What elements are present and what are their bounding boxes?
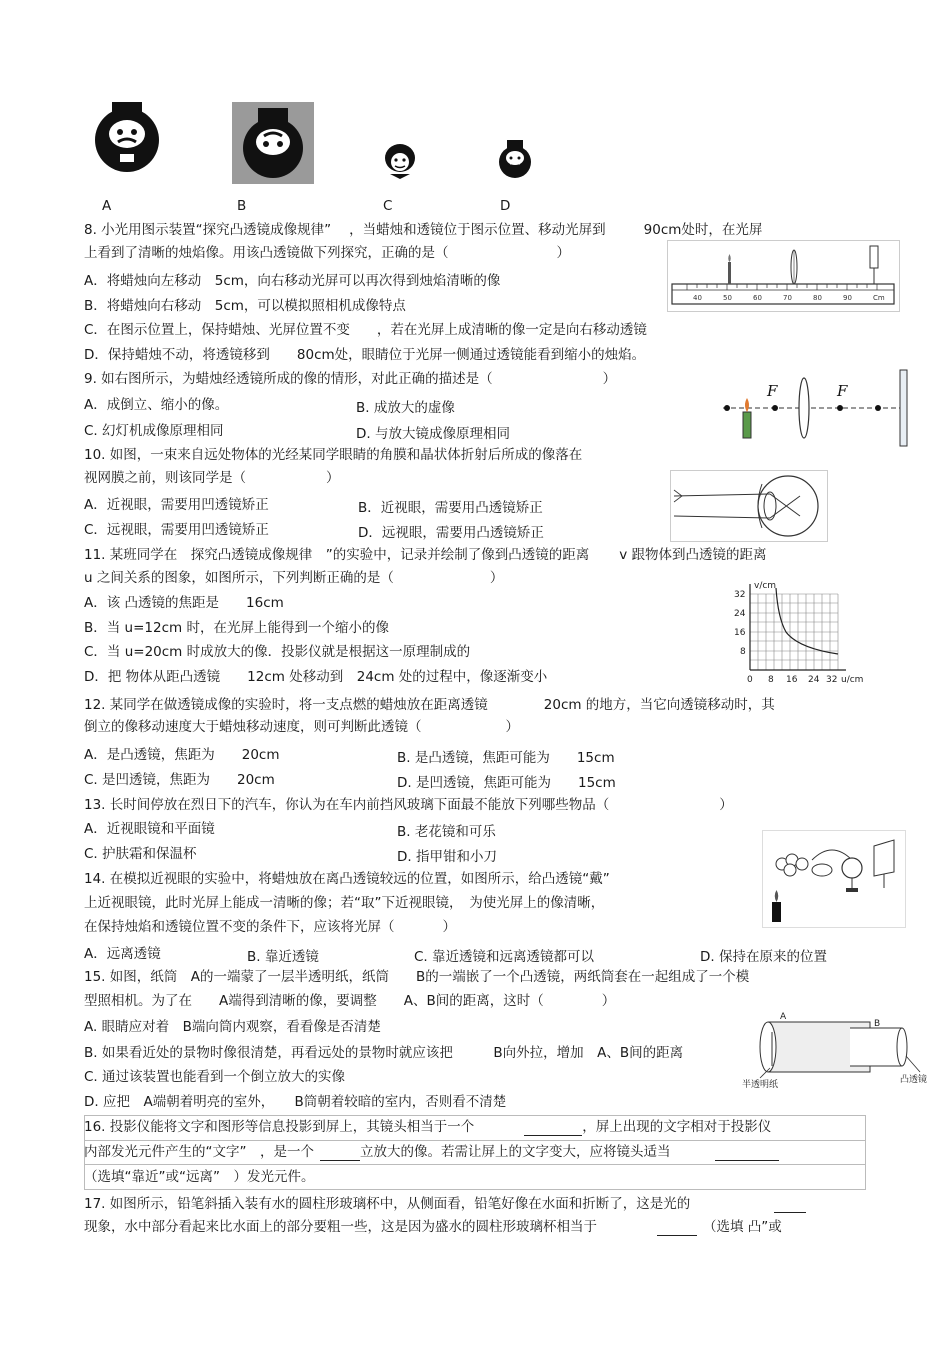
q9-option-d: D. 与放大镜成像原理相同	[356, 426, 510, 442]
q15-option-b: B. 如果看近处的景物时像很清楚，再看远处的景物时就应该把 B向外拉，增加 A、B间的距离	[84, 1045, 684, 1061]
q11-stem-line1: 11. 某班同学在 探究凸透镜成像规律 ”的实验中，记录并绘制了像到凸透镜的距离 v 跟物体到凸透镜的距离	[84, 547, 767, 563]
q15-stem-line1: 15. 如图，纸筒 A的一端蒙了一层半透明纸，纸筒 B的一端嵌了一个凸透镜，两纸筒套在一起组成了一个模	[84, 969, 750, 985]
ruler-tick-90: 90	[843, 294, 852, 302]
ruler-tick-unit: Cm	[873, 294, 885, 302]
q9-lens-figure	[715, 368, 910, 448]
q11-option-c: C．当 u=20cm 时成放大的像．投影仪就是根据这一原理制成的	[84, 644, 471, 660]
q15-paper-tube-camera-figure	[740, 1010, 935, 1090]
q16-line3: （选填“靠近”或“远离” ）发光元件。	[84, 1169, 315, 1185]
q15-label-lens: 凸透镜	[900, 1075, 928, 1085]
q13-option-d: D. 指甲钳和小刀	[397, 849, 497, 865]
q11-y-label: v/cm	[754, 581, 777, 591]
option-c-image	[382, 140, 418, 180]
ruler-tick-70: 70	[783, 294, 792, 302]
ruler-tick-80: 80	[813, 294, 822, 302]
q10-option-c: C．远视眼，需要用凹透镜矫正	[84, 522, 269, 538]
q11-x-tick: 16	[786, 675, 798, 685]
q14-stem-line2: 上近视眼镜，此时光屏上能成一清晰的像；若“取”下近视眼镜， 为使光屏上的像清晰，	[84, 895, 605, 911]
q8-option-d: D．保持蜡烛不动，将透镜移到 80cm处，眼睛位于光屏一侧通过透镜能看到缩小的烛焰。	[84, 347, 646, 363]
q12-option-c: C. 是凹透镜，焦距为 20cm	[84, 772, 275, 788]
q10-option-d: D．远视眼，需要用凸透镜矫正	[358, 525, 544, 541]
q17-stem-line2: 现象，水中部分看起来比水面上的部分要粗一些，这是因为盛水的圆柱形玻璃杯相当于 （选填 凸”或	[84, 1219, 782, 1235]
q14-option-b: B. 靠近透镜	[247, 949, 319, 965]
q12-stem-line2: 倒立的像移动速度大于蜡烛移动速度，则可判断此透镜（ ）	[84, 719, 519, 735]
q12-option-b: B. 是凸透镜，焦距可能为 15cm	[397, 750, 615, 766]
q14-option-a: A．远离透镜	[84, 946, 161, 962]
q11-x-label: u/cm	[841, 675, 864, 685]
q11-x-tick: 8	[768, 675, 774, 685]
option-b-label: B	[237, 198, 247, 214]
q11-y-tick: 8	[740, 647, 746, 657]
q11-option-a: A．该 凸透镜的焦距是 16cm	[84, 595, 284, 611]
q16-blank-lens[interactable]	[524, 1119, 582, 1136]
q16-line1: 16. 投影仪能将文字和图形等信息投影到屏上，其镜头相当于一个 ，屏上出现的文字相对于投影仪	[84, 1119, 772, 1135]
q13-option-b: B. 老花镜和可乐	[397, 824, 496, 840]
q8-optical-bench-figure	[667, 240, 900, 312]
option-d-label: D	[500, 198, 511, 214]
q9-option-b: B. 成放大的虚像	[356, 400, 455, 416]
q13-option-c: C. 护肤霜和保温杯	[84, 846, 197, 862]
q9-focus-right: F	[837, 382, 848, 400]
q11-stem-line2: u 之间关系的图象，如图所示，下列判断正确的是（ ）	[84, 570, 504, 586]
q10-option-b: B．近视眼，需要用凸透镜矫正	[358, 500, 543, 516]
q10-stem-line1: 10. 如图，一束来自远处物体的光经某同学眼睛的角膜和晶状体折射后所成的像落在	[84, 447, 583, 463]
q15-option-c: C. 通过该装置也能看到一个倒立放大的实像	[84, 1069, 346, 1085]
option-a-label: A	[102, 198, 112, 214]
q9-stem: 9. 如右图所示，为蜡烛经透镜所成的像的情形，对此正确的描述是（ ）	[84, 371, 617, 387]
q11-x-tick: 24	[808, 675, 820, 685]
q17-blank-phenomenon[interactable]	[774, 1196, 806, 1213]
q11-y-tick: 16	[734, 628, 746, 638]
q9-option-a: A．成倒立、缩小的像。	[84, 397, 229, 413]
q14-option-d: D. 保持在原来的位置	[700, 949, 827, 965]
q11-y-tick: 32	[734, 590, 746, 600]
q12-option-a: A．是凸透镜，焦距为 20cm	[84, 747, 280, 763]
q10-option-a: A．近视眼，需要用凹透镜矫正	[84, 497, 269, 513]
q8-option-a: A．将蜡烛向左移动 5cm，向右移动光屏可以再次得到烛焰清晰的像	[84, 273, 501, 289]
q9-focus-left: F	[767, 382, 778, 400]
q12-stem-line1: 12. 某同学在做透镜成像的实验时，将一支点燃的蜡烛放在距离透镜 20cm 的地方，当它向透镜移动时，其	[84, 697, 775, 713]
q8-option-b: B．将蜡烛向右移动 5cm，可以模拟照相机成像特点	[84, 298, 406, 314]
q15-label-b: B	[874, 1019, 881, 1029]
ruler-tick-50: 50	[723, 294, 732, 302]
q14-stem-line1: 14. 在模拟近视眼的实验中，将蜡烛放在离凸透镜较远的位置，如图所示，给凸透镜“戴”	[84, 871, 610, 887]
q16-blank-orientation[interactable]	[320, 1144, 360, 1161]
q17-blank-lens-type[interactable]	[657, 1219, 697, 1236]
option-d-image	[497, 138, 533, 180]
q11-y-tick: 24	[734, 609, 746, 619]
q11-x-tick: 32	[826, 675, 838, 685]
q15-label-a: A	[780, 1012, 787, 1022]
q13-stem: 13. 长时间停放在烈日下的汽车，你认为在车内前挡风玻璃下面最不能放下列哪些物品（ ）	[84, 797, 733, 813]
ruler-tick-60: 60	[753, 294, 762, 302]
q13-option-a: A．近视眼镜和平面镜	[84, 821, 215, 837]
option-a-image	[90, 96, 164, 176]
q15-option-a: A. 眼睛应对着 B端向筒内观察，看看像是否清楚	[84, 1019, 381, 1035]
q11-option-b: B．当 u=12cm 时，在光屏上能得到一个缩小的像	[84, 620, 389, 636]
option-c-label: C	[383, 198, 393, 214]
q11-x-tick: 0	[747, 675, 753, 685]
q14-stem-line3: 在保持烛焰和透镜位置不变的条件下，应该将光屏（ ）	[84, 919, 456, 935]
q10-eye-figure	[670, 470, 828, 542]
q14-myopia-model-figure	[762, 830, 906, 928]
q10-stem-line2: 视网膜之前，则该同学是（ ）	[84, 470, 340, 486]
q14-option-c: C. 靠近透镜和远离透镜都可以	[414, 949, 595, 965]
q9-option-c: C. 幻灯机成像原理相同	[84, 423, 224, 439]
q16-line2: 内部发光元件产生的“文字” ，是一个 立放大的像。若需让屏上的文字变大，应将镜头适当	[84, 1143, 779, 1161]
q15-label-paper: 半透明纸	[742, 1080, 779, 1090]
q8-stem-line1: 8. 小光用图示装置“探究凸透镜成像规律” ，当蜡烛和透镜位于图示位置、移动光屏到 90cm处时，在光屏	[84, 222, 763, 238]
ruler-tick-40: 40	[693, 294, 702, 302]
option-b-image	[232, 102, 314, 184]
q11-uv-graph	[728, 578, 870, 690]
q17-stem-line1: 17. 如图所示，铅笔斜插入装有水的圆柱形玻璃杯中，从侧面看，铅笔好像在水面和折断了，这是光的	[84, 1195, 806, 1213]
q15-option-d: D. 应把 A端朝着明亮的室外， B筒朝着较暗的室内，否则看不清楚	[84, 1094, 507, 1110]
q8-option-c: C．在图示位置上，保持蜡烛、光屏位置不变 ，若在光屏上成清晰的像一定是向右移动透镜	[84, 322, 647, 338]
q11-option-d: D．把 物体从距凸透镜 12cm 处移动到 24cm 处的过程中，像逐渐变小	[84, 669, 548, 685]
q16-blank-direction[interactable]	[715, 1144, 779, 1161]
q15-stem-line2: 型照相机。为了在 A端得到清晰的像，要调整 A、B间的距离，这时（ ）	[84, 993, 616, 1009]
q12-option-d: D. 是凹透镜，焦距可能为 15cm	[397, 775, 616, 791]
q8-stem-line2: 上看到了清晰的烛焰像。用该凸透镜做下列探究，正确的是（ ）	[84, 245, 570, 261]
